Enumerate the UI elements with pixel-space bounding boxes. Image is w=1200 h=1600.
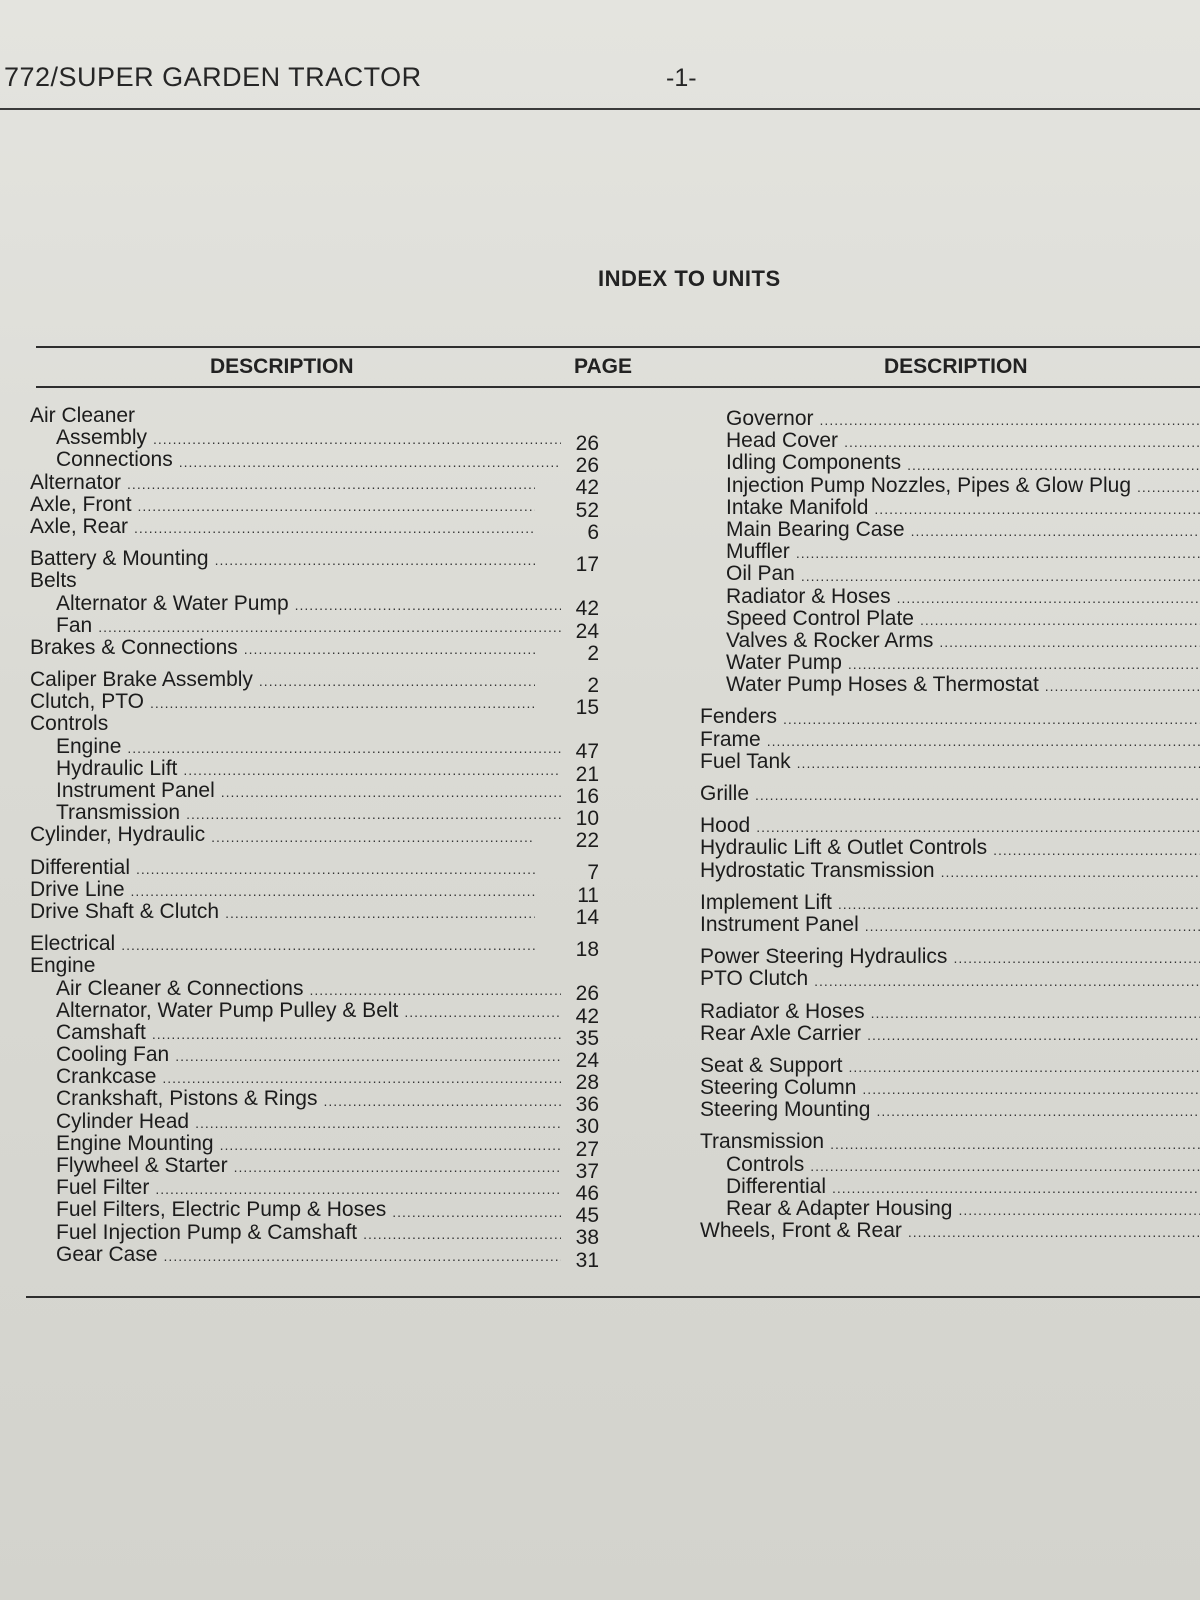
entry-label: Electrical: [30, 933, 116, 956]
entry-label: Frame: [700, 728, 761, 751]
leader-dots: [215, 552, 535, 570]
leader-dots: [392, 1204, 561, 1222]
entry-label: Hydraulic Lift & Outlet Controls: [700, 837, 988, 860]
leader-dots: [164, 1248, 561, 1266]
index-entry: [700, 729, 1200, 751]
entry-label: Air Cleaner: [30, 405, 136, 427]
index-entry: [30, 548, 535, 570]
page-ref: 17: [575, 552, 599, 576]
index-entry: [700, 1154, 1200, 1176]
index-entry: [30, 1133, 561, 1155]
leader-dots: [911, 523, 1200, 541]
page-ref: 52: [575, 498, 599, 522]
page-number-column: [555, 433, 615, 1272]
page-ref: 31: [575, 1248, 599, 1272]
entry-label: Transmission: [700, 1131, 825, 1154]
entry-label: Transmission: [56, 802, 181, 825]
entry-label: Grille: [700, 783, 750, 805]
page-ref: 28: [575, 1071, 599, 1095]
index-entry: [30, 669, 535, 691]
leader-dots: [221, 784, 561, 802]
leader-dots: [183, 762, 561, 780]
index-entry: [30, 494, 535, 516]
page-ref: 6: [587, 520, 599, 544]
entry-label: Cylinder Head: [56, 1110, 190, 1133]
index-entry: [30, 637, 535, 659]
leader-dots: [867, 1027, 1200, 1045]
page-ref: 21: [575, 762, 599, 786]
index-entry: [700, 497, 1200, 519]
index-entry: [30, 691, 535, 713]
table-header-rule: [36, 386, 1200, 388]
entry-label: Speed Control Plate: [726, 607, 914, 630]
page-ref-blank: [555, 576, 599, 598]
entry-label: Differential: [726, 1175, 826, 1198]
leader-dots: [838, 896, 1200, 914]
entry-label: Fan: [56, 614, 93, 637]
leader-dots: [162, 1070, 561, 1088]
entry-label: Oil Pan: [726, 563, 795, 586]
entry-label: Alternator: [30, 471, 122, 494]
leader-dots: [862, 1081, 1200, 1099]
page-ref: 37: [575, 1159, 599, 1183]
leader-dots: [136, 861, 535, 879]
leader-dots: [363, 1226, 561, 1244]
leader-dots: [941, 864, 1200, 882]
leader-dots: [295, 597, 561, 615]
leader-dots: [848, 656, 1200, 674]
leader-dots: [1045, 678, 1200, 696]
entry-label: Belts: [30, 570, 77, 593]
leader-dots: [767, 733, 1200, 751]
page-ref: 36: [575, 1093, 599, 1117]
index-entry: [700, 783, 1200, 805]
leader-dots: [150, 695, 535, 713]
page-ref-blank: [555, 961, 599, 983]
index-entry: [30, 1222, 561, 1244]
page-ref: 7: [587, 861, 599, 885]
leader-dots: [907, 457, 1200, 475]
leader-dots: [220, 1137, 561, 1155]
leader-dots: [797, 755, 1200, 773]
page-ref: 22: [575, 829, 599, 853]
entry-label: Alternator & Water Pump: [56, 592, 289, 615]
page-ref: 47: [575, 740, 599, 764]
index-entry: [30, 615, 561, 637]
index-entry: [700, 1131, 1200, 1153]
leader-dots: [155, 1181, 561, 1199]
entry-label: Controls: [726, 1153, 805, 1176]
entry-label: Seat & Support: [700, 1054, 843, 1077]
entry-label: Governor: [726, 408, 814, 430]
index-entry: [700, 608, 1200, 630]
left-description-column: [30, 405, 530, 1266]
entry-label: Rear Axle Carrier: [700, 1022, 862, 1045]
index-entry: [700, 674, 1200, 696]
leader-dots: [939, 634, 1200, 652]
leader-dots: [958, 1202, 1200, 1220]
leader-dots: [832, 1180, 1200, 1198]
page-ref: 11: [577, 883, 599, 907]
leader-dots: [783, 711, 1200, 729]
index-entry: [700, 563, 1200, 585]
index-entry: [700, 837, 1200, 859]
page-ref: 24: [575, 619, 599, 643]
index-entry: [700, 1198, 1200, 1220]
entry-label: Fuel Injection Pump & Camshaft: [56, 1221, 358, 1244]
leader-dots: [153, 431, 561, 449]
column-header-description-left: DESCRIPTION: [210, 355, 354, 378]
entry-label: Fuel Filters, Electric Pump & Hoses: [56, 1199, 387, 1222]
entry-label: Fuel Filter: [56, 1177, 150, 1200]
page-ref: 26: [575, 982, 599, 1006]
leader-dots: [259, 673, 535, 691]
index-entry: [700, 452, 1200, 474]
index-entry: [700, 1001, 1200, 1023]
entry-label: Cooling Fan: [56, 1044, 170, 1067]
index-entry: [700, 541, 1200, 563]
leader-dots: [121, 937, 535, 955]
index-entry: [30, 1022, 561, 1044]
entry-label: Power Steering Hydraulics: [700, 946, 948, 969]
leader-dots: [756, 819, 1200, 837]
index-entry: [30, 780, 561, 802]
page-ref: 16: [575, 784, 599, 808]
index-entry: [30, 405, 535, 427]
leader-dots: [309, 982, 561, 1000]
entry-label: Implement Lift: [700, 891, 832, 914]
index-entry: [30, 449, 561, 471]
entry-label: Water Pump Hoses & Thermostat: [726, 674, 1039, 697]
index-entry: [30, 802, 561, 824]
page-ref: 30: [575, 1115, 599, 1139]
entry-label: Injection Pump Nozzles, Pipes & Glow Plug: [726, 474, 1132, 497]
page-ref: 2: [587, 673, 599, 697]
leader-dots: [814, 973, 1200, 991]
table-bottom-rule: [26, 1296, 1200, 1298]
entry-label: Main Bearing Case: [726, 518, 905, 541]
leader-dots: [755, 787, 1200, 805]
leader-dots: [810, 1158, 1200, 1176]
entry-label: Instrument Panel: [700, 913, 859, 936]
index-entry: [30, 427, 561, 449]
leader-dots: [908, 1224, 1200, 1242]
index-entry: [30, 1088, 561, 1110]
entry-label: Head Cover: [726, 430, 839, 453]
index-entry: [700, 1023, 1200, 1045]
leader-dots: [1137, 479, 1200, 497]
index-entry: [700, 586, 1200, 608]
entry-label: Hydraulic Lift: [56, 757, 178, 780]
leader-dots: [179, 454, 561, 472]
entry-label: Differential: [30, 856, 130, 879]
page-ref: 18: [575, 937, 599, 961]
page-ref: 45: [575, 1204, 599, 1228]
index-entry: [30, 1111, 561, 1133]
index-entry: [700, 914, 1200, 936]
leader-dots: [323, 1093, 561, 1111]
entry-label: Fuel Tank: [700, 750, 791, 773]
leader-dots: [127, 476, 535, 494]
leader-dots: [127, 740, 561, 758]
entry-label: Valves & Rocker Arms: [726, 629, 934, 652]
index-entry: [700, 706, 1200, 728]
entry-label: Engine Mounting: [56, 1132, 214, 1155]
index-entry: [30, 901, 535, 923]
right-description-column: [700, 408, 1200, 1242]
leader-dots: [820, 412, 1200, 430]
index-entry: [700, 1099, 1200, 1121]
leader-dots: [796, 545, 1200, 563]
leader-dots: [844, 434, 1200, 452]
index-entry: [30, 824, 535, 846]
index-entry: [700, 892, 1200, 914]
page-ref: 26: [575, 432, 599, 455]
leader-dots: [131, 883, 535, 901]
entry-label: Muffler: [726, 541, 790, 564]
index-entry: [700, 408, 1200, 430]
entry-label: Flywheel & Starter: [56, 1155, 228, 1177]
index-entry: [700, 652, 1200, 674]
leader-dots: [211, 829, 535, 847]
page-ref: 10: [575, 807, 599, 830]
column-header-description-right: DESCRIPTION: [884, 355, 1028, 378]
index-entry: [700, 815, 1200, 837]
page-ref: 27: [575, 1137, 599, 1161]
entry-label: Gear Case: [56, 1243, 158, 1266]
entry-label: Fenders: [700, 706, 778, 729]
entry-label: Wheels, Front & Rear: [700, 1220, 902, 1243]
index-entry: [700, 430, 1200, 452]
entry-label: Engine: [30, 955, 96, 978]
index-entry: [30, 758, 561, 780]
column-header-page: PAGE: [574, 355, 632, 378]
index-entry: [30, 713, 535, 735]
leader-dots: [134, 520, 535, 538]
leader-dots: [195, 1115, 561, 1133]
entry-label: Axle, Rear: [30, 515, 129, 538]
index-entry: [700, 860, 1200, 882]
index-entry: [700, 630, 1200, 652]
leader-dots: [993, 842, 1200, 860]
page-ref: 42: [575, 1004, 599, 1028]
index-entry: [700, 475, 1200, 497]
index-entry: [700, 1077, 1200, 1099]
page-ref: 24: [575, 1048, 599, 1072]
entry-label: Caliper Brake Assembly: [30, 669, 253, 692]
entry-label: Hydrostatic Transmission: [700, 859, 935, 882]
leader-dots: [953, 950, 1200, 968]
table-top-rule: [36, 346, 1200, 348]
index-title: INDEX TO UNITS: [598, 266, 781, 291]
index-entry: [700, 1176, 1200, 1198]
entry-label: Intake Manifold: [726, 496, 869, 519]
index-entry: [30, 955, 535, 977]
index-entry: [30, 516, 535, 538]
entry-label: PTO Clutch: [700, 968, 809, 991]
entry-label: Drive Line: [30, 878, 125, 901]
page-ref: 14: [575, 905, 599, 929]
page-ref: 2: [587, 641, 599, 665]
entry-label: Assembly: [56, 427, 148, 450]
index-entry: [30, 857, 535, 879]
index-entry: [30, 1066, 561, 1088]
entry-label: Clutch, PTO: [30, 691, 144, 714]
leader-dots: [98, 619, 561, 637]
page-ref: 38: [575, 1226, 599, 1250]
entry-label: Battery & Mounting: [30, 548, 209, 571]
entry-label: Controls: [30, 713, 109, 736]
entry-label: Air Cleaner & Connections: [56, 977, 304, 1000]
header-rule: [0, 108, 1200, 110]
leader-dots: [404, 1004, 561, 1022]
entry-label: Drive Shaft & Clutch: [30, 900, 220, 923]
index-entry: [30, 1155, 561, 1177]
index-entry: [30, 1000, 561, 1022]
page-ref: 35: [575, 1026, 599, 1050]
entry-label: Steering Column: [700, 1077, 857, 1100]
leader-dots: [897, 590, 1200, 608]
entry-label: Steering Mounting: [700, 1099, 871, 1122]
header-title: 772/SUPER GARDEN TRACTOR: [4, 62, 422, 92]
index-entry: [30, 472, 535, 494]
index-entry: [30, 1044, 561, 1066]
entry-label: Rear & Adapter Housing: [726, 1198, 953, 1220]
leader-dots: [920, 612, 1200, 630]
index-entry: [700, 1220, 1200, 1242]
index-entry: [30, 978, 561, 1000]
entry-label: Instrument Panel: [56, 780, 215, 802]
entry-label: Radiator & Hoses: [700, 1000, 865, 1023]
entry-label: Camshaft: [56, 1021, 146, 1044]
entry-label: Alternator, Water Pump Pulley & Belt: [56, 999, 399, 1022]
leader-dots: [138, 498, 535, 516]
leader-dots: [225, 905, 535, 923]
leader-dots: [152, 1026, 561, 1044]
leader-dots: [244, 641, 535, 659]
index-entry: [30, 1177, 561, 1199]
leader-dots: [874, 501, 1200, 519]
leader-dots: [876, 1103, 1200, 1121]
entry-label: Hood: [700, 815, 751, 838]
index-entry: [30, 593, 561, 615]
page-ref: 26: [575, 454, 599, 478]
index-entry: [30, 879, 535, 901]
index-entry: [30, 736, 561, 758]
leader-dots: [830, 1136, 1200, 1154]
index-entry: [700, 946, 1200, 968]
index-entry: [700, 751, 1200, 773]
entry-label: Radiator & Hoses: [726, 585, 891, 608]
page-ref: 15: [575, 696, 599, 720]
entry-label: Cylinder, Hydraulic: [30, 824, 206, 847]
leader-dots: [175, 1048, 561, 1066]
index-entry: [30, 933, 535, 955]
entry-label: Crankcase: [56, 1066, 157, 1089]
leader-dots: [234, 1159, 561, 1177]
page-ref: 42: [575, 597, 599, 621]
leader-dots: [871, 1005, 1200, 1023]
entry-label: Axle, Front: [30, 493, 132, 516]
index-entry: [30, 1244, 561, 1266]
page-ref-blank: [555, 719, 599, 741]
index-entry: [30, 1199, 561, 1221]
entry-label: Brakes & Connections: [30, 636, 238, 659]
entry-label: Crankshaft, Pistons & Rings: [56, 1088, 318, 1111]
entry-label: Idling Components: [726, 452, 902, 475]
index-entry: [30, 570, 535, 592]
leader-dots: [801, 568, 1200, 586]
page-number: -1-: [666, 64, 697, 92]
index-entry: [700, 968, 1200, 990]
page-ref: 46: [575, 1182, 599, 1205]
leader-dots: [865, 918, 1200, 936]
leader-dots: [848, 1059, 1200, 1077]
entry-label: Water Pump: [726, 652, 842, 675]
index-entry: [700, 519, 1200, 541]
index-entry: [700, 1055, 1200, 1077]
leader-dots: [186, 806, 561, 824]
entry-label: Connections: [56, 449, 173, 472]
entry-label: Engine: [56, 735, 122, 758]
page-ref: 42: [575, 476, 599, 500]
